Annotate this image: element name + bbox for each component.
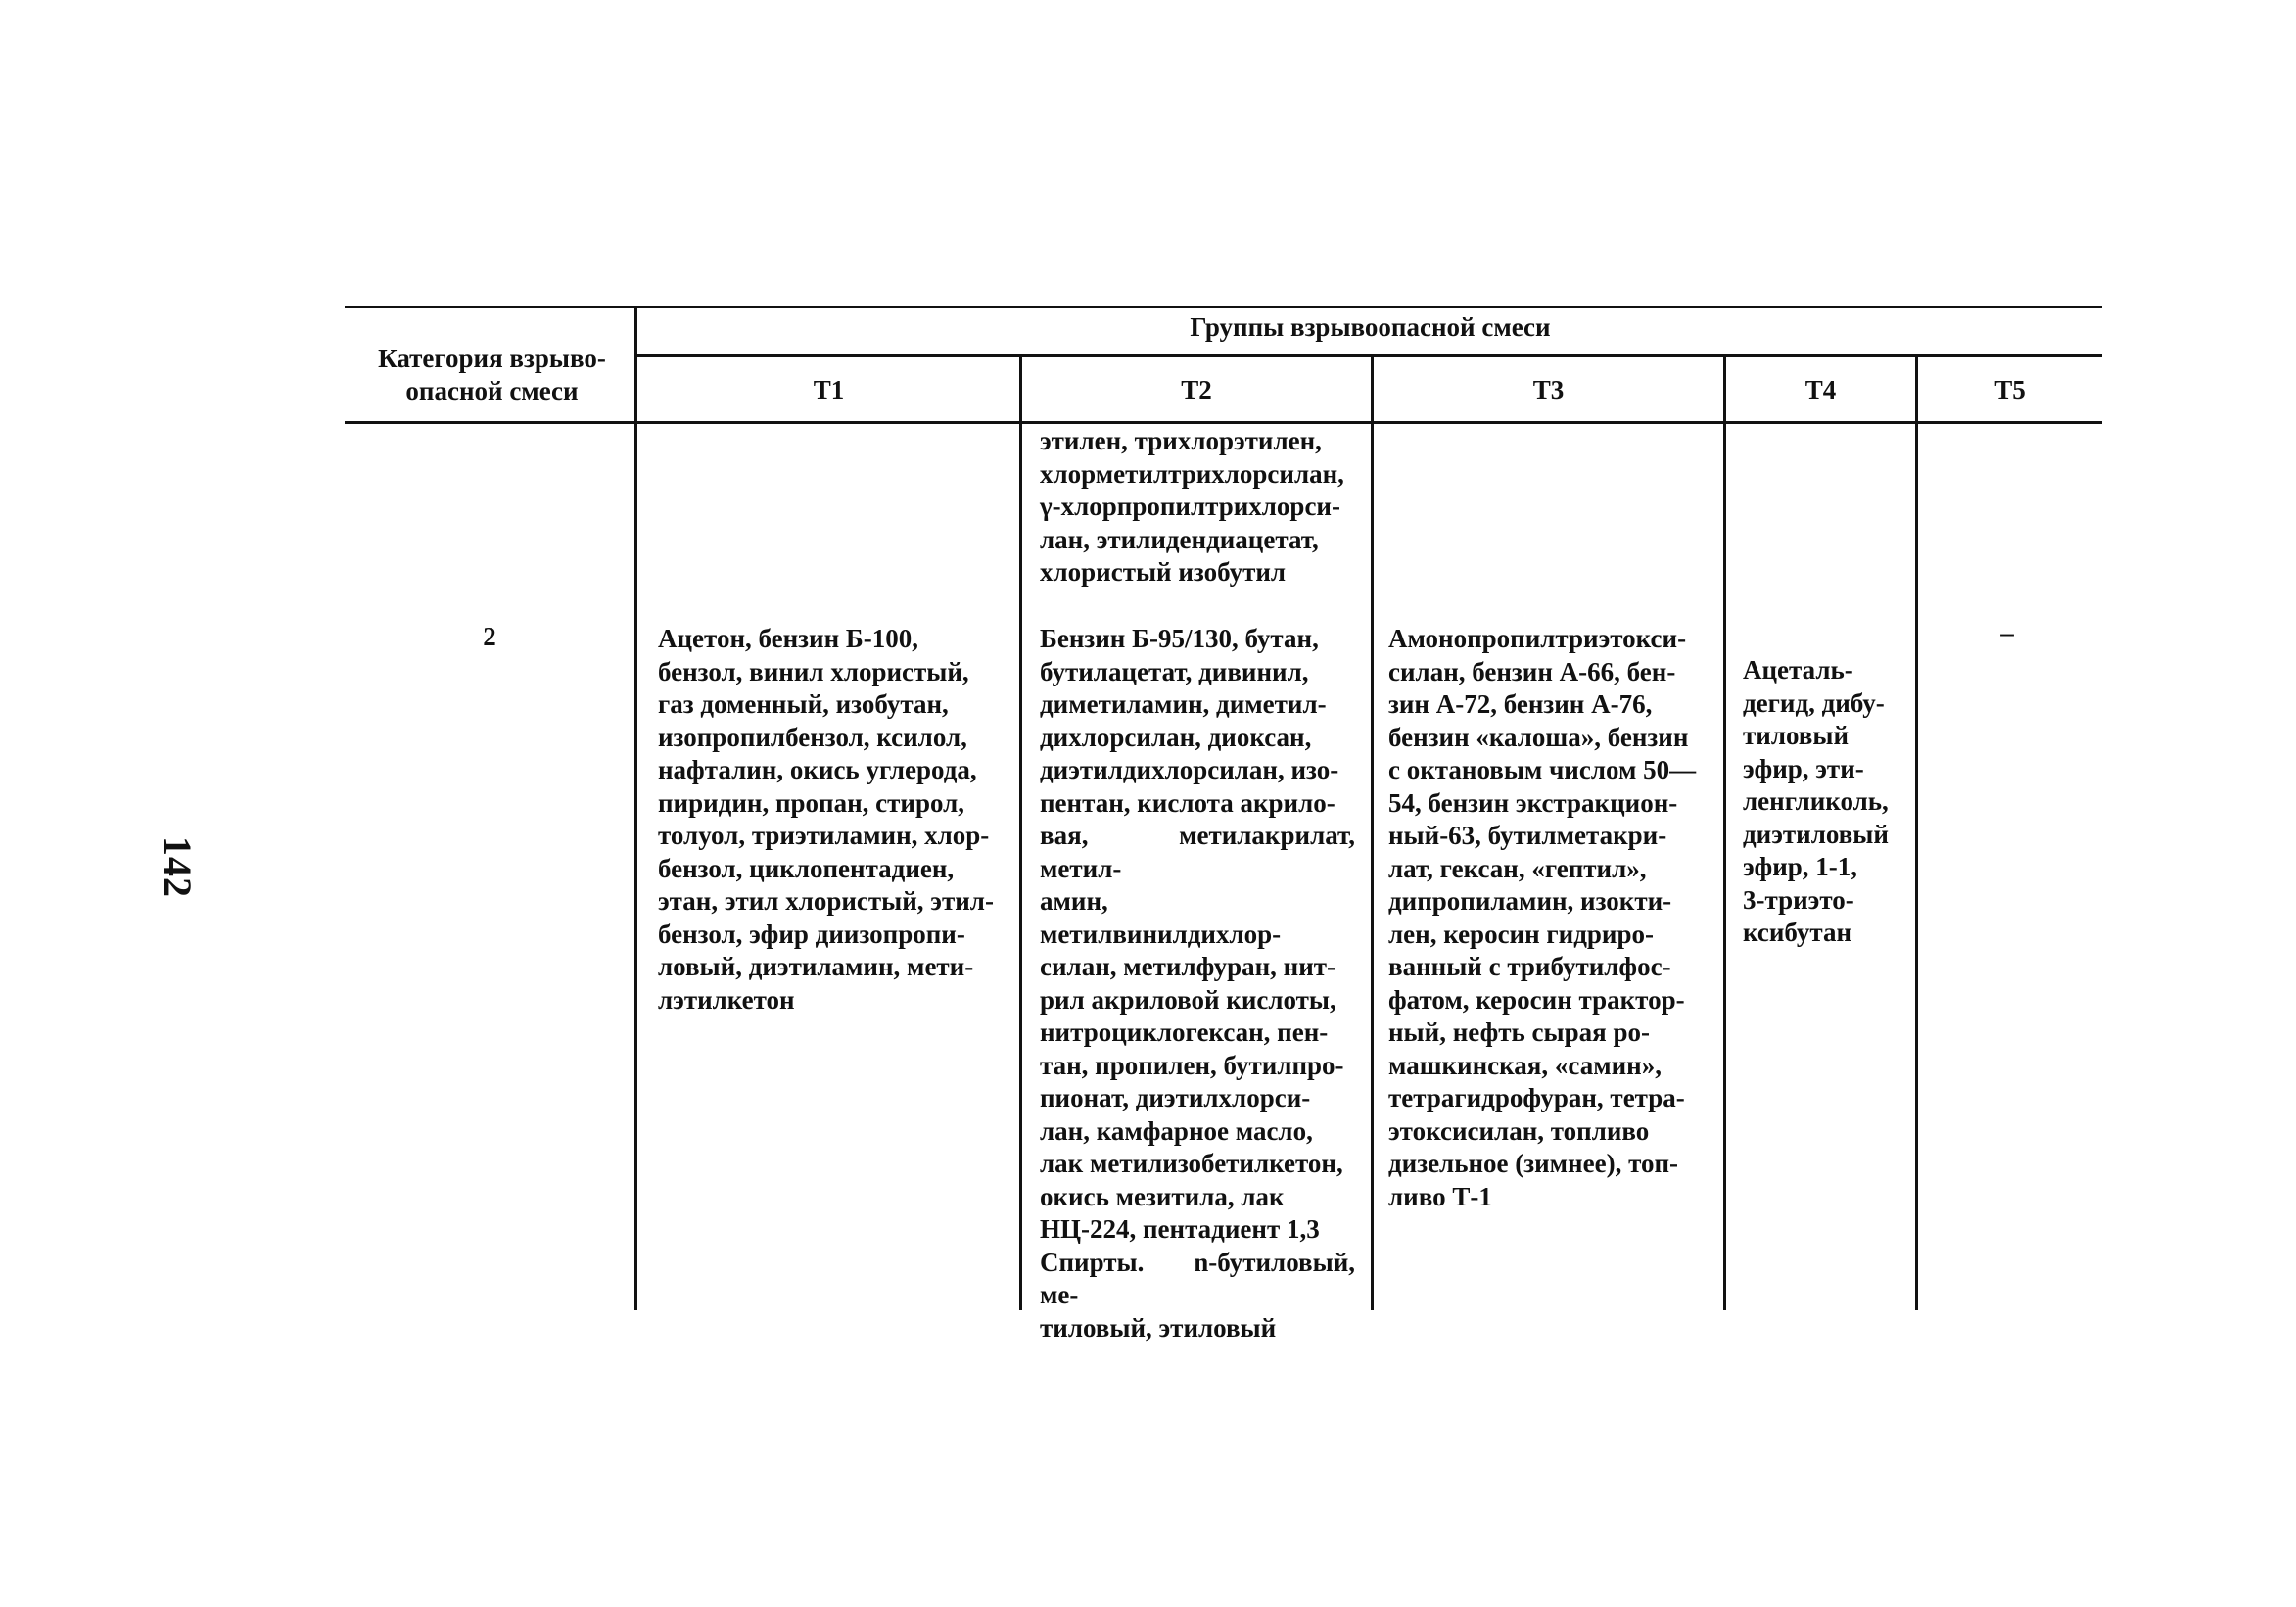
category-value: 2 [483,622,496,651]
t2-substances: Бензин Б-95/130, бутан, бутилацетат, дивинил, диметиламин, диметил- дихлорсилан, диоксан, диэтилдихлорсилан, изо- пентан, кислота акрило- вая, метилакрилат, метил- амин, метилвинилдихлор- силан, метилфуран, нит- рил акриловой кислоты, нитроциклогексан, пен- тан, пропилен, бутилпро- пионат, диэтилхлорси- лан, камфарное масло, лак метилизобетилкетон, окись мезитила, лак НЦ-224, пентадиент 1,3 Спирты. n-бутиловый, ме- тиловый, этиловый [1040,624,1355,1343]
t3-substances: Амонопропилтриэтокси- силан, бензин А-66, бен- зин А-72, бензин А-76, бензин «калоша», бензин с октановым числом 50— 54, бензин экстракцион- ный-63, бутилметакри- лат, гексан, «гептил», дипропиламин, изокти- лен, керосин гидриро- ванный с трибутилфос- фатом, керосин трактор- ный, нефть сырая ро- машкинская, «самин», тетрагидрофуран, тетра- этоксисилан, топливо дизельное (зимнее), топ- ливо Т-1 [1388,624,1697,1211]
t2-t3-divider [1371,354,1374,1310]
t5-value: – [2000,618,2014,647]
groups-header-rule [635,354,2102,357]
category-column-divider [634,306,637,1310]
column-header-t2: T2 [1181,375,1212,404]
t1-substances: Ацетон, бензин Б-100, бензол, винил хлористый, газ доменный, изобутан, изопропилбензол, ксилол, нафталин, окись углерода, пиридин, пропан, стирол, толуол, триэтиламин, хлор- бензол, циклопентадиен, этан, этил хлористый, этил- бензол, эфир диизопропи- ловый, диэтиламин, мети- лэтилкетон [658,624,994,1015]
column-header-t1: T1 [813,375,845,404]
t4-t5-divider [1915,354,1918,1310]
category-column-header: Категория взрыво- опасной смеси [378,344,606,405]
column-header-t3: T3 [1532,375,1565,404]
t3-t4-divider [1723,354,1726,1310]
t2-continuation-text: этилен, трихлорэтилен, хлорметилтрихлорсилан, γ-хлорпропилтрихлорси- лан, этилидендиацетат, хлористый изобутил [1040,426,1344,587]
t4-substances: Ацеталь- дегид, дибу- тиловый эфир, эти- ленгликоль, диэтиловый эфир, 1-1, 3-триэто- ксибутан [1743,655,1889,947]
page-number: 142 [156,836,200,898]
table-top-rule [345,306,2102,308]
header-bottom-rule [345,421,2102,424]
t1-t2-divider [1019,354,1022,1310]
column-header-t4: T4 [1804,375,1837,404]
groups-header: Группы взрывоопасной смеси [1190,312,1551,342]
column-header-t5: T5 [1994,375,2026,404]
